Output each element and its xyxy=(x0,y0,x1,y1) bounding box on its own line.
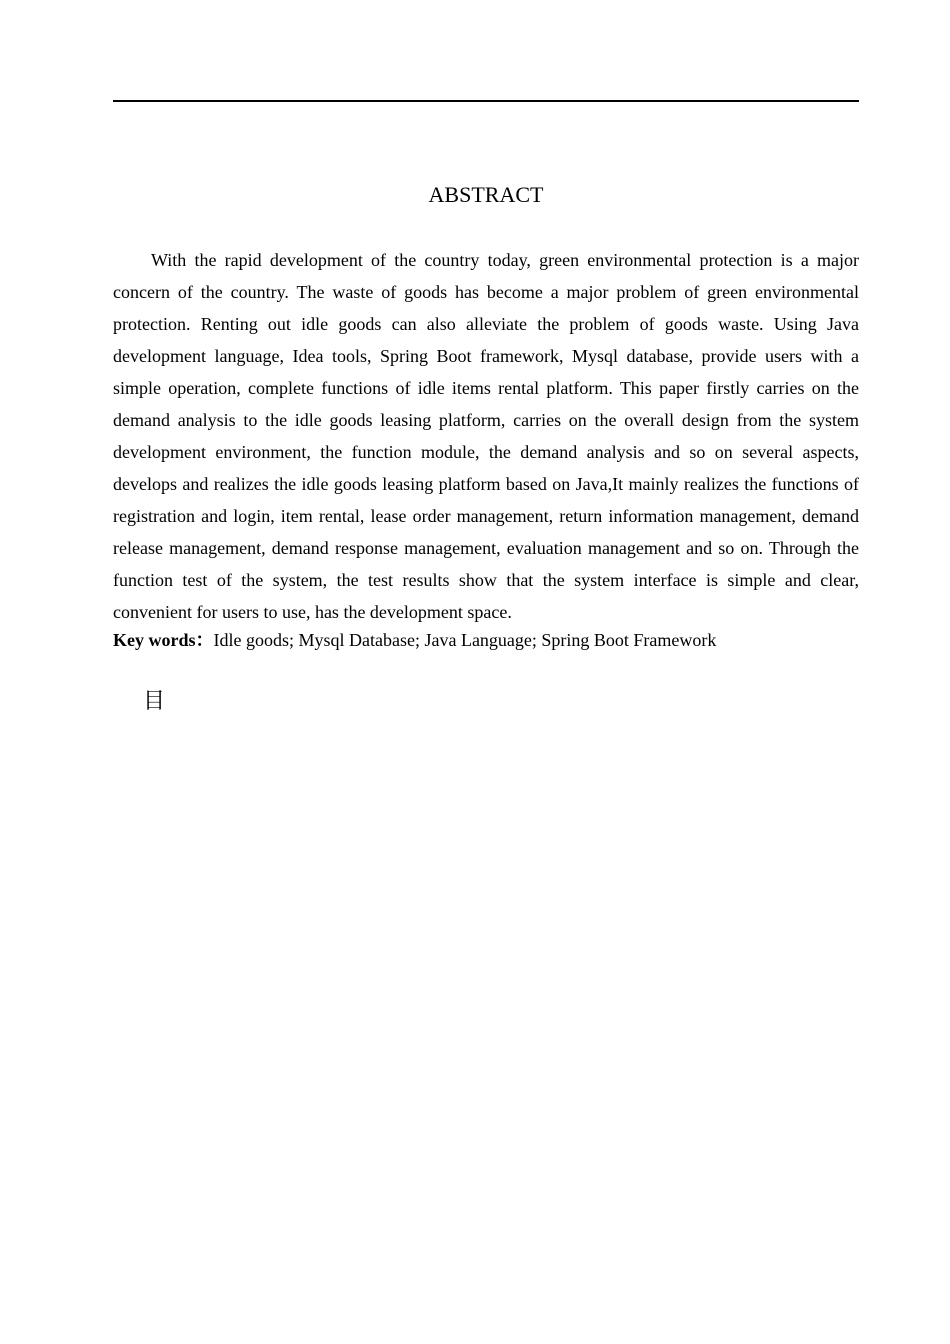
toc-heading: 目 xyxy=(143,689,166,714)
abstract-title: ABSTRACT xyxy=(428,182,544,207)
keywords-label: Key words： xyxy=(113,630,214,650)
header-rule xyxy=(113,100,859,102)
keywords-text: Idle goods; Mysql Database; Java Language; Spring Boot Framework xyxy=(213,630,717,650)
keywords-line xyxy=(113,626,859,654)
abstract-body: With the rapid development of the country today, green environmental protection is a major concern of the country. The waste of goods has become a major problem of green environmental protection. Renting out idle goods can also alleviate the problem of goods waste. Using Java development language, Idea tools, Spring Boot framework, Mysql database, provide users with a simple operation, complete functions of idle items rental platform. This paper firstly carries on the demand analysis to the idle goods leasing platform, carries on the overall design from the system development environment, the function module, the demand analysis and so on several aspects, develops and realizes the idle goods leasing platform based on Java,It mainly realizes the functions of registration and login, item rental, lease order management, return information management, demand release management, demand response management, evaluation management and so on. Through the function test of the system, the test results show that the system interface is simple and clear, convenient for users to use, has the development space. xyxy=(113,250,859,622)
